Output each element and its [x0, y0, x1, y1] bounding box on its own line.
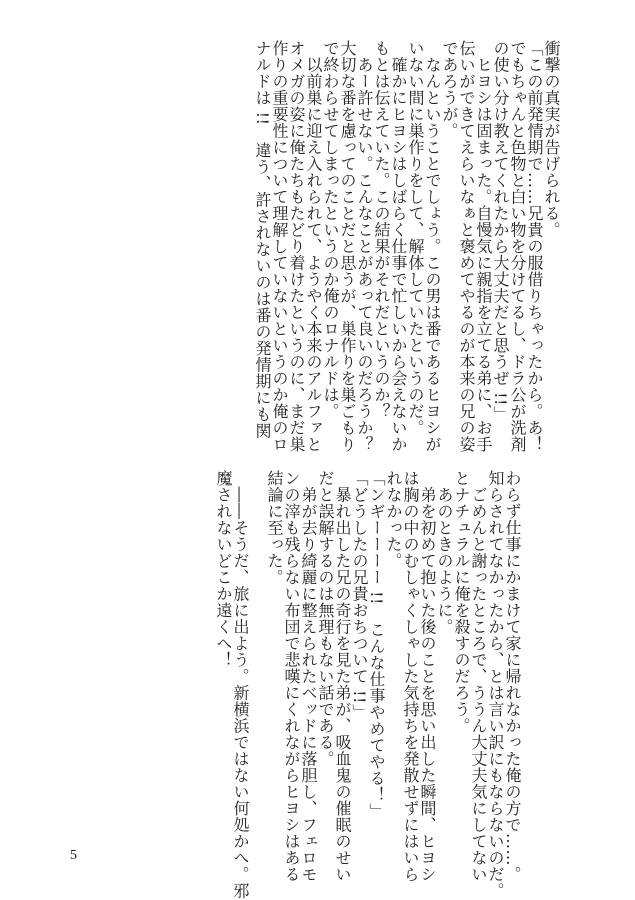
text-line: 弟を初めて抱いた後のことを思い出した瞬間、ヒヨシ: [418, 470, 437, 883]
blank-line: [249, 470, 266, 875]
text-line: 伝いができてえらいなぁと褒めてやるのが本来の兄の姿: [457, 40, 476, 453]
text-line: 衝撃の真実が告げられる。: [542, 40, 561, 238]
text-line: わらず仕事にかまけて家に帰れなかった俺の方で……。: [503, 470, 522, 883]
text-line: ――そうだ、旅に出よう。新横浜ではない何処かへ。邪: [231, 470, 250, 899]
text-line: れなかった。: [384, 470, 403, 569]
text-line: は胸の中のむしゃくしゃした気持ちを発散せずにはいら: [401, 470, 420, 883]
text-line: ごめんと謝ったところで、ううん大丈夫気にしてない: [469, 470, 488, 883]
text-line: 作りの重要性について理解していないというのか俺のロ: [270, 40, 289, 453]
text-line: の使い分け教えてくれたから大丈夫だと思うぜ !!」: [491, 40, 510, 423]
text-line: ンの滓も残らない布団で悲嘆にくれながらヒヨシはある: [282, 470, 301, 883]
text-line: あー許せない。こんなことがあって良いのだろうか？: [355, 40, 374, 453]
text-line: 「ンギーーーー !! こんな仕事やめてやる！」: [367, 470, 386, 820]
text-line: 確かにヒヨシはしばらく仕事で忙しいから会えないか: [389, 40, 408, 453]
text-line: いない間に巣作りをして、解体していたというのだ。: [406, 40, 425, 436]
text-line: 暴れ出した兄の奇行を見た弟が、吸血鬼の催眠のせい: [333, 470, 352, 883]
text-line: 大切な番を慮ってのことだと思うが、巣作りを巣ごもり: [338, 40, 357, 453]
text-line: 「この前発情期で……兄貴の服借りちゃったから。あ！: [525, 40, 544, 453]
text-line: オメガの姿に俺たちもたどり着けたというのに、まだ巣: [287, 40, 306, 453]
top-text-block: [253, 40, 561, 453]
text-line: 「どうしたの兄貴おちついて !!」: [350, 470, 369, 721]
text-line: 魔されないどこか遠くへ！: [214, 470, 233, 668]
text-line: もとは伝えていた。この結果がそれだというのか？: [372, 40, 391, 420]
text-line: あのときのように。: [435, 470, 454, 635]
text-line: であろうが。: [440, 40, 459, 139]
page-number: 5: [70, 848, 77, 863]
text-line: なんということでしょう。この男は番であるヒヨシが: [423, 40, 442, 453]
text-line: 結論に至った。: [265, 470, 284, 586]
text-line: でもちゃんと色物と白い物を分けてるし、ドラ公が洗剤: [508, 40, 527, 453]
bottom-text-block: [214, 470, 522, 899]
text-line: とナチュラルに俺を殺すのだろう。: [452, 470, 471, 734]
text-line: で終わらせてしまったというのか俺のロナルドは。: [321, 40, 340, 420]
text-line: ヒヨシは固まった。自慢気に親指を立てる弟に、お手: [474, 40, 493, 453]
text-line: 知らされてなかったから、とは言い訳にもならないのだ。: [486, 470, 505, 899]
text-line: ナルドは !! 違う、許されないのは番の発情期にも関: [253, 40, 272, 439]
text-line: 以前巣に迎え入れられて、ようやく本来のアルファと: [304, 40, 323, 453]
text-line: だと誤解するのは無理もない話である。: [316, 470, 335, 767]
text-line: 弟が去り綺麗に整えられたベッドに落胆し、フェロモ: [299, 470, 318, 883]
